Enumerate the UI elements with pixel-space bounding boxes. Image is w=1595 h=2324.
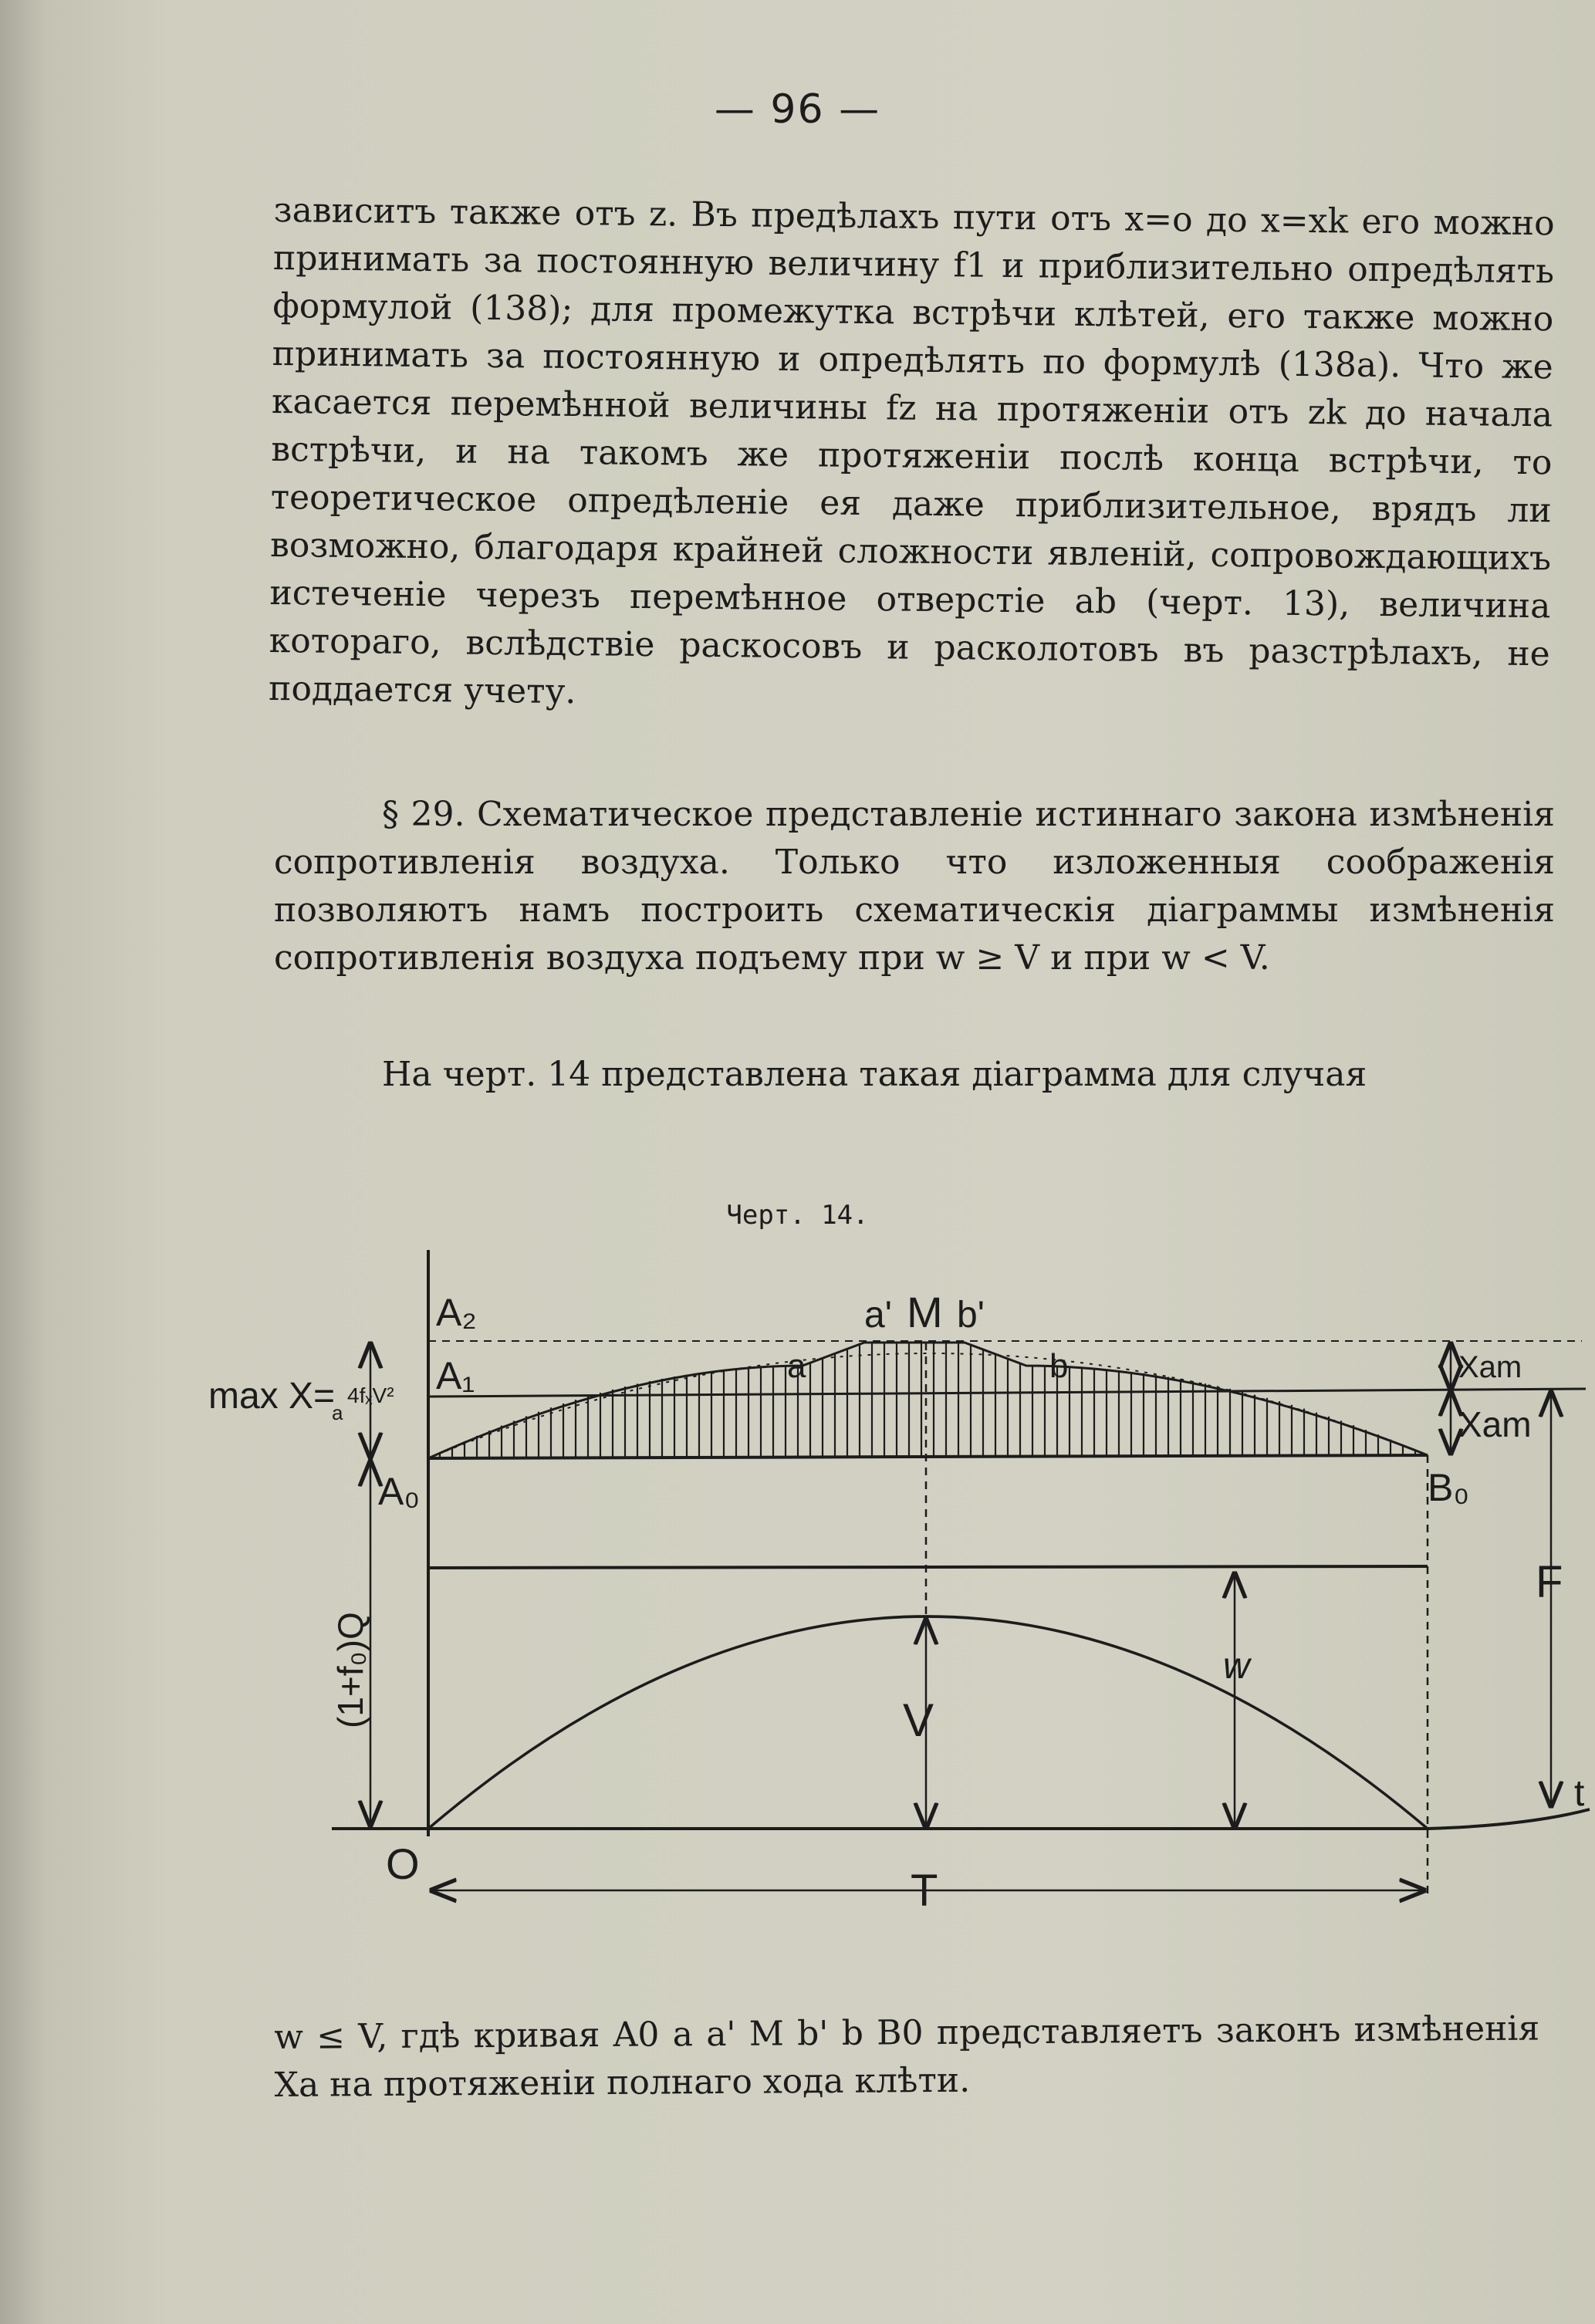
diagram-figure-14 [0, 1235, 1595, 1929]
label-a1: A₁ [436, 1354, 475, 1397]
label-b0: B₀ [1428, 1466, 1470, 1509]
resistance-curve-area [428, 1343, 1428, 1458]
time-axis [332, 1809, 1590, 1829]
paragraph-4-text: w ≤ V, гдѣ кривая A0 a a' M b' b B0 представляетъ законъ измѣненiя Xa на протяженiи полнаго хода клѣти. [274, 2008, 1540, 2105]
label-a: a [787, 1347, 806, 1385]
paragraph-2-text: § 29. Схематическое представленiе истиннаго закона измѣненiя сопротивленiя воздуха. Только что изложенныя соображенiя позволяютъ намъ построить схематическiя дiаграммы измѣненiя сопротивленiя воздуха подъему при w ≥ V и при w < V. [274, 795, 1555, 978]
label-a0: A₀ [378, 1470, 421, 1513]
q-level-line [428, 1566, 1428, 1568]
label-a-prime: a' [864, 1295, 892, 1336]
label-f: F [1536, 1557, 1563, 1607]
label-o: O [386, 1839, 420, 1888]
label-v: V [903, 1694, 934, 1746]
label-x-am-upper: Xam [1458, 1350, 1522, 1384]
label-max-x: max X= [208, 1376, 336, 1417]
label-x-am-lower: Xam [1458, 1404, 1532, 1444]
paragraph-3-text: На черт. 14 представлена такая дiаграмма для случая [382, 1055, 1367, 1094]
paragraph-1-text: зависитъ также отъ z. Въ предѣлахъ пути отъ x=o до x=xk его можно принимать за постоянную величину f1 и приблизительно опредѣлять формулой (138); для промежутка встрѣчи клѣтей, его также можно принимать за постоянную и опредѣлять по формулѣ (138а). Что же касается перемѣнной величины fz на протяженiи отъ zk до начала встрѣчи, и на такомъ же протяженiи послѣ конца встрѣчи, то теоретическое опредѣленiе ея даже приблизительное, врядъ ли возможно, благодаря крайней сложности явленiй, сопровождающихъ истеченiе черезъ перемѣнное отверстiе ab (черт. 13), величина котораго, вслѣдствiе раскосовъ и расколотовъ въ разстрѣлахъ, не поддается учету. [268, 190, 1555, 712]
paragraph-1 [269, 187, 1555, 726]
figure-caption: Черт. 14. [726, 1200, 869, 1231]
label-t-small: t [1574, 1773, 1585, 1814]
label-b-prime: b' [957, 1295, 985, 1336]
label-max-x-frac: a [332, 1401, 343, 1424]
paragraph-section-29 [274, 791, 1555, 982]
label-q-axis: (1+f₀)Q [330, 1612, 370, 1728]
label-t-capital: T [911, 1866, 938, 1916]
paragraph-after-figure [274, 2005, 1540, 2110]
label-m: M [907, 1288, 943, 1336]
label-w: w [1223, 1646, 1250, 1687]
paragraph-figure-intro [274, 1051, 1555, 1099]
label-max-x-rhs: 4fₓV² [347, 1383, 394, 1407]
label-b: b [1049, 1347, 1069, 1385]
page-number: — 96 — [714, 86, 881, 133]
dotted-parabola [428, 1353, 1428, 1458]
label-a2: A₂ [436, 1291, 477, 1334]
